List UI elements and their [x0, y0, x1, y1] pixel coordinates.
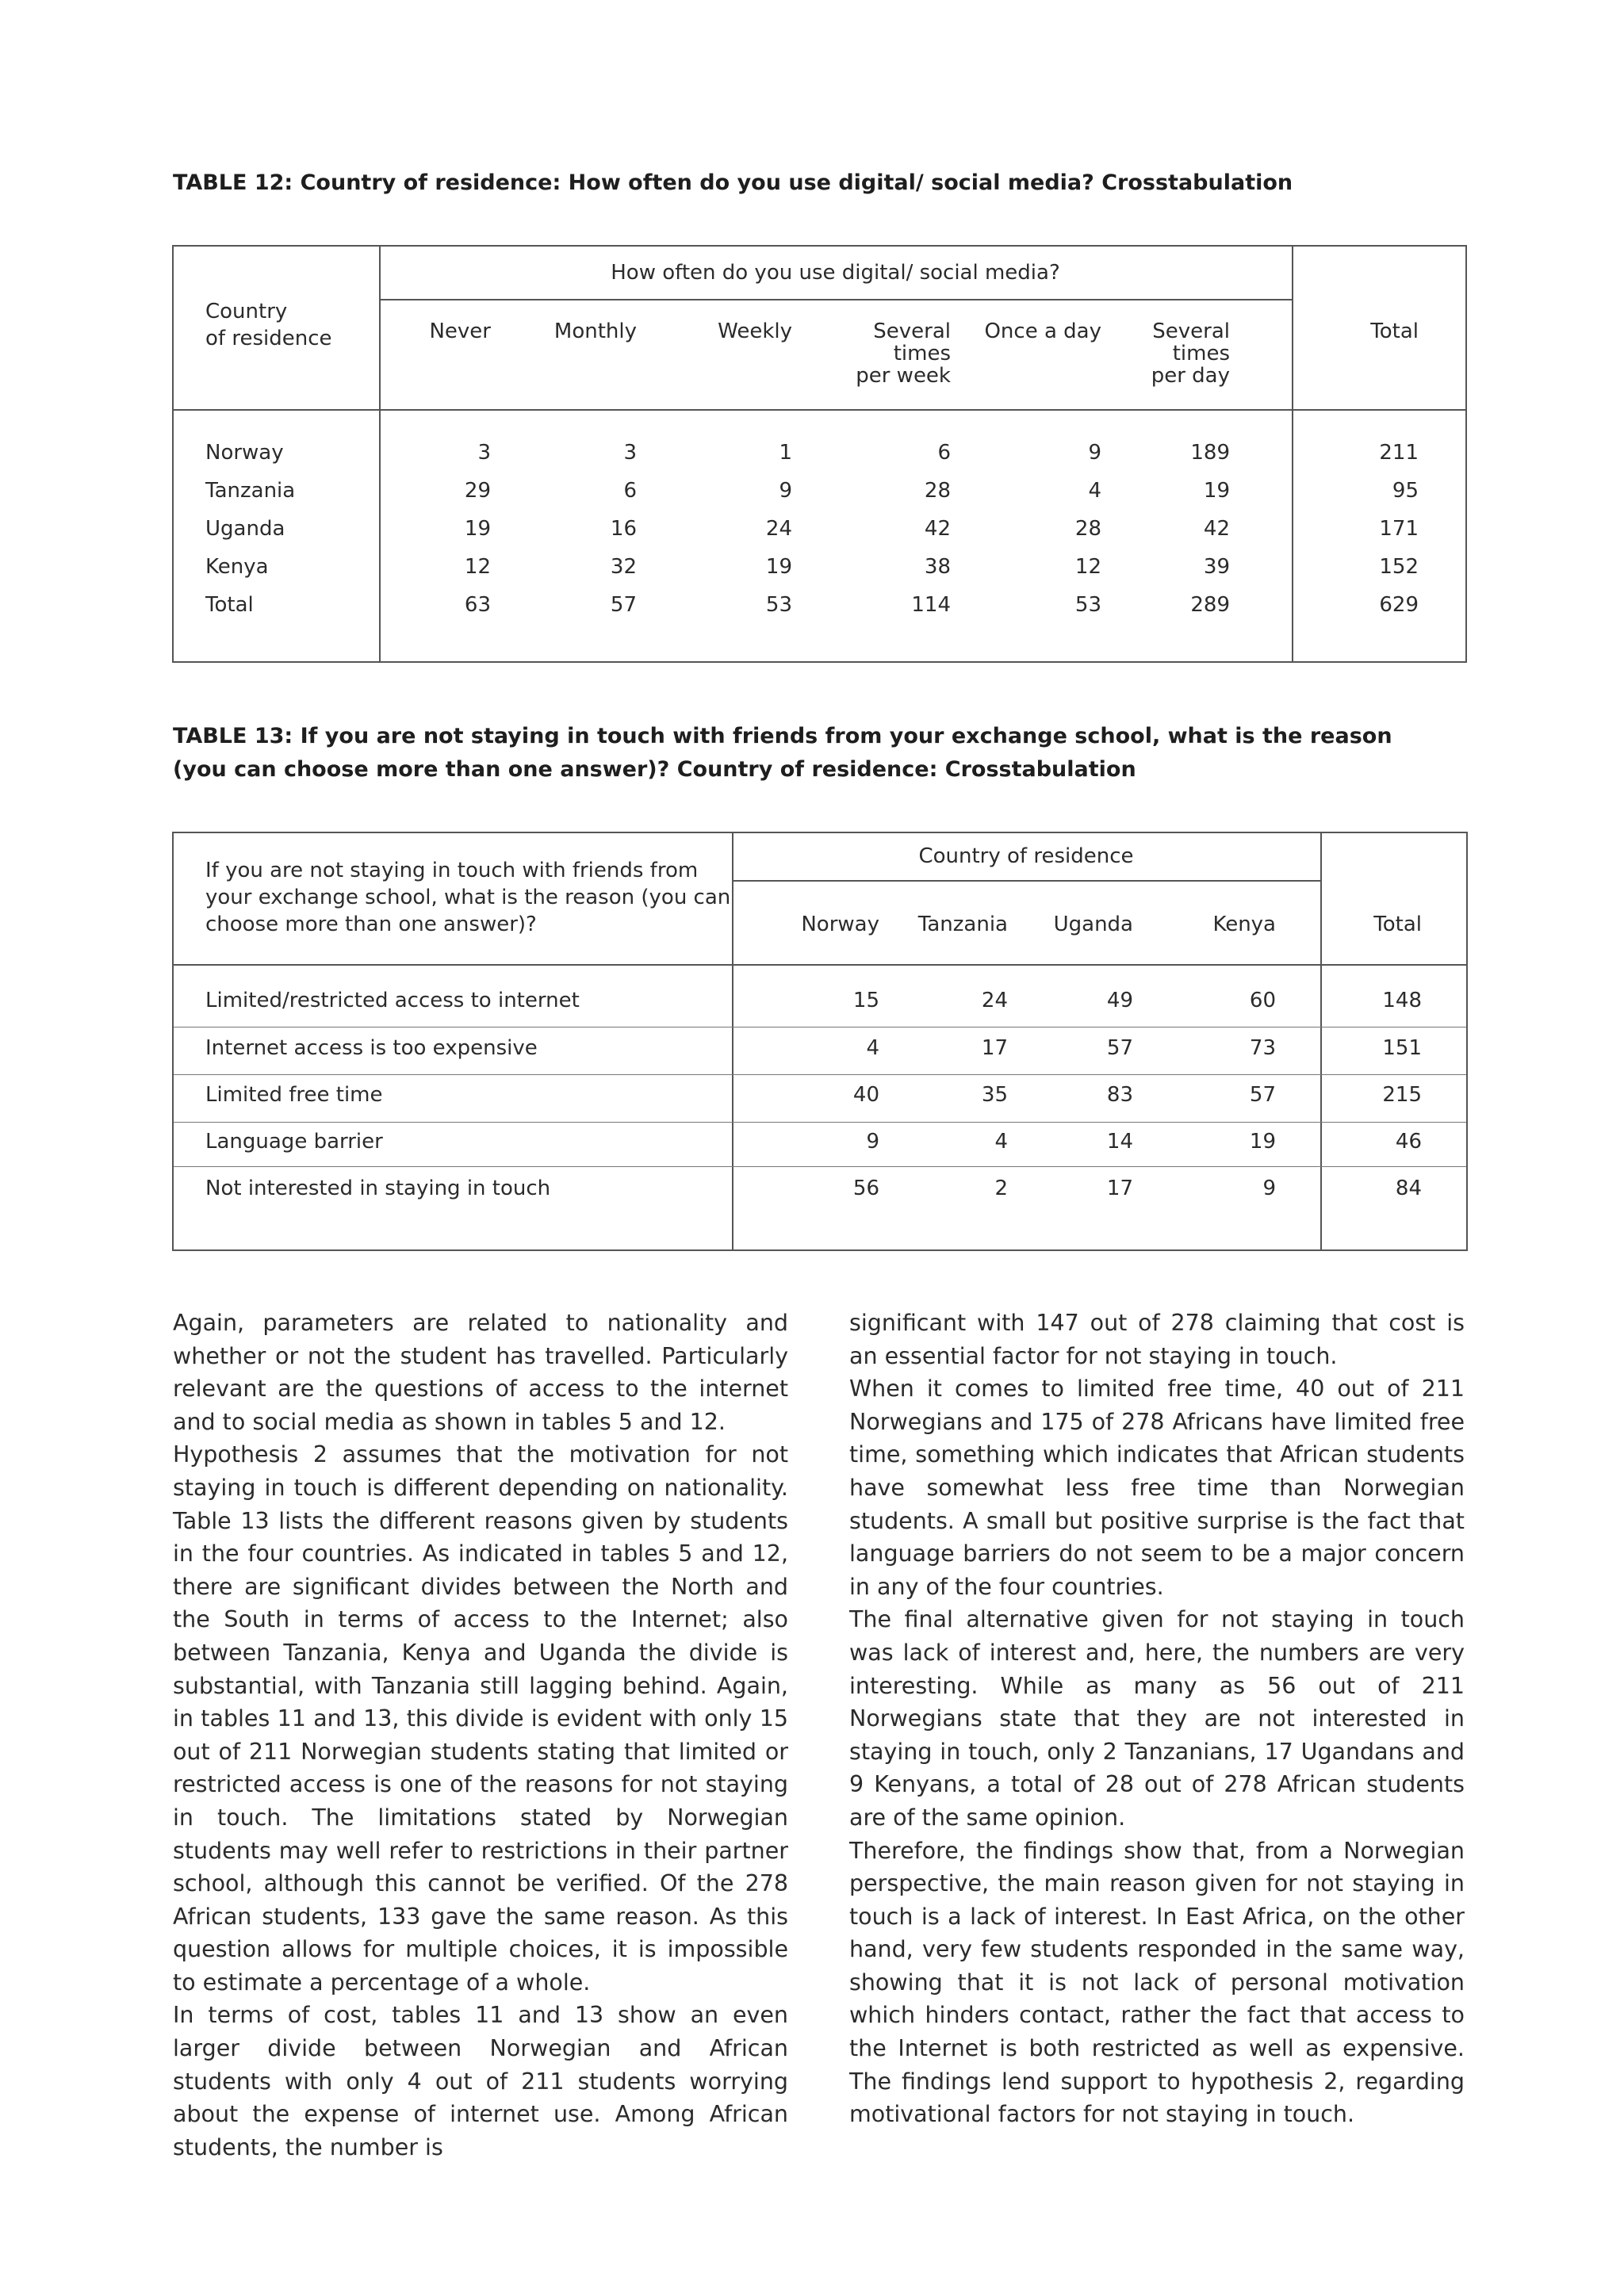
cell: 60: [1249, 989, 1276, 1012]
cell: 28: [924, 479, 951, 503]
row-header-line: If you are not staying in touch with friends from: [205, 859, 699, 882]
cell-total: 151: [1382, 1036, 1422, 1060]
paragraph: In terms of cost, tables 11 and 13 show an even larger divide between Norwegian and African students with only 4 out of 211 students worrying about the expense of internet use. Among African students, the number is: [173, 2002, 788, 2160]
column-header: per week: [856, 364, 951, 388]
cell: 29: [464, 479, 491, 503]
group-header: Country of residence: [918, 844, 1134, 868]
cell: 114: [911, 593, 951, 617]
table12-caption: TABLE 12: Country of residence: How often do you use digital/ social media? Crosstabulation: [173, 170, 1293, 195]
row-header-line: of residence: [205, 327, 332, 350]
column-header: Norway: [801, 913, 879, 936]
row-header-line: choose more than one answer)?: [205, 913, 537, 936]
row-label: Not interested in staying in touch: [205, 1177, 551, 1200]
cell: 3: [477, 441, 491, 465]
column-header: Once a day: [984, 320, 1101, 343]
cell: 9: [1088, 441, 1101, 465]
cell: 39: [1203, 555, 1230, 579]
row-label: Limited free time: [205, 1083, 383, 1107]
cell: 56: [852, 1177, 879, 1200]
column-header: times: [893, 342, 951, 365]
cell: 12: [464, 555, 491, 579]
column-header: Monthly: [553, 320, 637, 343]
cell: 4: [1088, 479, 1101, 503]
column-header: Several: [873, 320, 951, 343]
cell: 16: [610, 517, 637, 541]
cell: 4: [866, 1036, 879, 1060]
cell: 35: [981, 1083, 1008, 1107]
cell: 19: [1249, 1130, 1276, 1154]
column-header: Several: [1152, 320, 1230, 343]
cell-total: 215: [1382, 1083, 1422, 1107]
column-header: Kenya: [1212, 913, 1276, 936]
row-label: Norway: [205, 441, 284, 465]
cell: 53: [765, 593, 792, 617]
row-header-line: your exchange school, what is the reason (you can: [205, 886, 731, 909]
cell: 14: [1106, 1130, 1133, 1154]
column-header: Uganda: [1053, 913, 1133, 936]
group-header: How often do you use digital/ social media?: [611, 261, 1060, 285]
cell: 6: [623, 479, 637, 503]
paragraph: Therefore, the findings show that, from a Norwegian perspective, the main reason given for not staying in touch is a lack of interest. In East Africa, on the other hand, very few students responded in the same way, showing that it is not lack of personal motivation which hinders contact, rather the fact that access to the Internet is both restricted as well as expensive. The findings lend support to hypothesis 2, regarding motivational factors for not staying in touch.: [849, 1837, 1465, 2128]
paragraph: When it comes to limited free time, 40 out of 211 Norwegians and 175 of 278 Africans have limited free time, something which indicates that African students have somewhat less free time than Norwegian students. A small but positive surprise is the fact that language barriers do not seem to be a major concern in any of the four countries.: [849, 1376, 1465, 1600]
cell: 42: [1203, 517, 1230, 541]
cell: 38: [924, 555, 951, 579]
column-header: Never: [429, 320, 491, 343]
cell: 9: [1262, 1177, 1276, 1200]
cell: 15: [852, 989, 879, 1012]
cell: 24: [981, 989, 1008, 1012]
cell: 49: [1106, 989, 1133, 1012]
cell: 73: [1249, 1036, 1276, 1060]
cell: 32: [610, 555, 637, 579]
table12: [172, 245, 1467, 663]
cell: 6: [937, 441, 951, 465]
cell-total: 152: [1379, 555, 1419, 579]
cell: 83: [1106, 1083, 1133, 1107]
cell: 17: [981, 1036, 1008, 1060]
column-header: per day: [1151, 364, 1230, 388]
cell: 42: [924, 517, 951, 541]
paragraph: Hypothesis 2 assumes that the motivation for not staying in touch is different depending on nationality. Table 13 lists the different reasons given by students in the four countries. As indicated in tables 5 and 12, there are significant divides between the North and the South in terms of access to the Internet; also between Tanzania, Kenya and Uganda the divide is substantial, with Tanzania still lagging behind. Again, in tables 11 and 13, this divide is evident with only 15 out of 211 Norwegian students stating that limited or restricted access is one of the reasons for not staying in touch. The limitations stated by Norwegian students may well refer to restrictions in their partner school, although this cannot be verified. Of the 278 African students, 133 gave the same reason. As this question allows for multiple choices, it is impossible to estimate a percentage of a whole.: [173, 1441, 788, 1996]
row-label: Limited/restricted access to internet: [205, 989, 580, 1012]
cell-total: 84: [1395, 1177, 1422, 1200]
column-header: Total: [1373, 913, 1422, 936]
column-header: times: [1172, 342, 1230, 365]
cell: 57: [610, 593, 637, 617]
cell: 12: [1074, 555, 1101, 579]
cell-total: 211: [1379, 441, 1419, 465]
cell: 28: [1074, 517, 1101, 541]
cell: 9: [779, 479, 792, 503]
row-header-line: Country: [205, 300, 288, 323]
cell: 19: [1203, 479, 1230, 503]
row-label: Uganda: [205, 517, 285, 541]
cell: 53: [1074, 593, 1101, 617]
cell: 40: [852, 1083, 879, 1107]
paragraph: Again, parameters are related to nationality and whether or not the student has travelled. Particularly relevant are the questions of access to the internet and to social media as shown in tables 5 and 12.: [173, 1310, 788, 1435]
caption-line: (you can choose more than one answer)? Country of residence: Crosstabulation: [173, 757, 1136, 782]
cell: 19: [464, 517, 491, 541]
paragraph: significant with 147 out of 278 claiming that cost is an essential factor for not staying in touch.: [849, 1310, 1465, 1369]
paragraph: The final alternative given for not staying in touch was lack of interest and, here, the numbers are very interesting. While as many as 56 out of 211 Norwegians state that they are not interested in staying in touch, only 2 Tanzanians, 17 Ugandans and 9 Kenyans, a total of 28 out of 278 African students are of the same opinion.: [849, 1606, 1465, 1831]
column-header: Weekly: [718, 320, 792, 343]
table13: [172, 832, 1468, 1251]
cell: 19: [765, 555, 792, 579]
cell: 2: [994, 1177, 1008, 1200]
cell: 189: [1190, 441, 1230, 465]
table13-caption: [173, 720, 1473, 786]
cell-total: 629: [1379, 593, 1419, 617]
cell: 63: [464, 593, 491, 617]
row-label: Internet access is too expensive: [205, 1036, 538, 1060]
cell: 4: [994, 1130, 1008, 1154]
cell-total: 171: [1379, 517, 1419, 541]
cell: 24: [765, 517, 792, 541]
column-header: Total: [1370, 320, 1419, 343]
row-label: Kenya: [205, 555, 269, 579]
cell-total: 46: [1395, 1130, 1422, 1154]
cell-total: 95: [1392, 479, 1419, 503]
cell: 1: [779, 441, 792, 465]
column-header: Tanzania: [917, 913, 1008, 936]
cell: 289: [1190, 593, 1230, 617]
row-label: Language barrier: [205, 1130, 383, 1154]
caption-line: TABLE 13: If you are not staying in touch with friends from your exchange school, what is the reason: [173, 724, 1392, 748]
cell: 3: [623, 441, 637, 465]
cell: 57: [1249, 1083, 1276, 1107]
cell-total: 148: [1382, 989, 1422, 1012]
cell: 17: [1106, 1177, 1133, 1200]
body-column-left: [173, 1307, 788, 2164]
body-column-right: [849, 1307, 1465, 2131]
cell: 9: [866, 1130, 879, 1154]
cell: 57: [1106, 1036, 1133, 1060]
row-label: Tanzania: [205, 479, 296, 503]
row-label: Total: [205, 593, 254, 617]
